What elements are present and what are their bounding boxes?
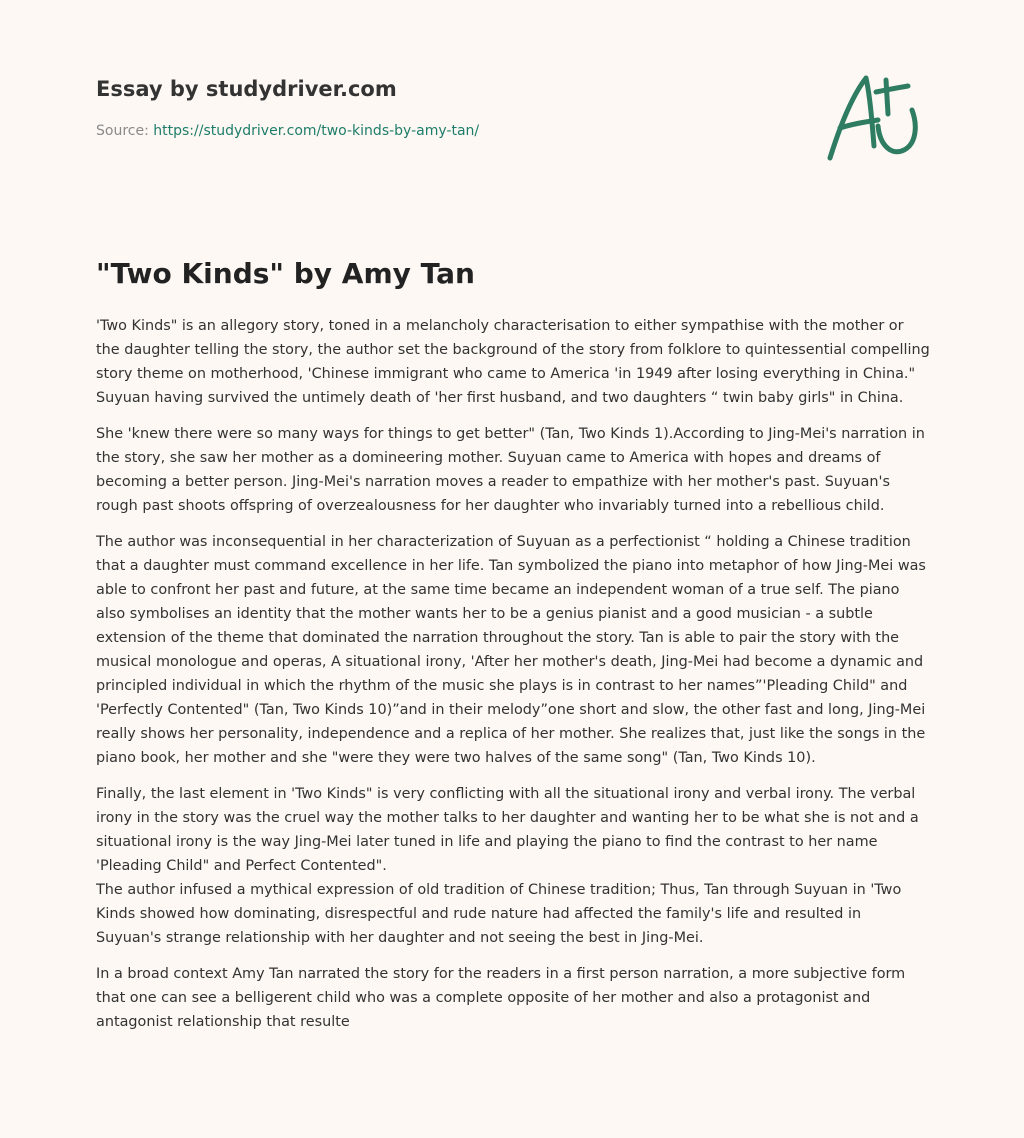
source-label: Source: <box>96 123 154 139</box>
essay-body <box>96 314 930 1046</box>
paragraph: In a broad context Amy Tan narrated the story for the readers in a first person narration, a more subjective form that one can see a belligerent child who was a complete opposite of her mother and also a protagonist and antagonist relationship that resulte <box>96 966 906 1030</box>
essay-header <box>96 74 796 141</box>
source-link[interactable]: https://studydriver.com/two-kinds-by-amy-tan/ <box>153 123 480 139</box>
a-plus-logo-icon <box>820 66 930 166</box>
paragraph: The author was inconsequential in her characterization of Suyuan as a perfectionist “ holding a Chinese tradition that a daughter must command excellence in her life. Tan symbolized the piano into metaphor of how Jing-Mei was able to confront her past and future, at the same time became an independent woman of a true self. The piano also symbolises an identity that the mother wants her to be a genius pianist and a good musician - a subtle extension of the theme that dominated the narration throughout the story. Tan is able to pair the story with the musical monologue and operas, A situational irony, 'After her mother's death, Jing-Mei had become a dynamic and principled individual in which the rhythm of the music she plays is in contrast to her names”'Pleading Child" and 'Perfectly Contented" (Tan, Two Kinds 10)”and in their melody”one short and slow, the other fast and long, Jing-Mei really shows her personality, independence and a replica of her mother. She realizes that, just like the songs in the piano book, her mother and she "were they were two halves of the same song" (Tan, Two Kinds 10). <box>96 534 926 766</box>
paragraph: 'Two Kinds" is an allegory story, toned in a melancholy characterisation to either sympathise with the mother or the daughter telling the story, the author set the background of the story from folklore to quintessential compelling story theme on motherhood, 'Chinese immigrant who came to America 'in 1949 after losing everything in China." Suyuan having survived the untimely death of 'her first husband, and two daughters “ twin baby girls" in China. <box>96 318 930 406</box>
essay-title: "Two Kinds" by Amy Tan <box>96 257 475 290</box>
source-line <box>96 121 796 141</box>
site-title: Essay by studydriver.com <box>96 77 397 101</box>
paragraph: The author infused a mythical expression of old tradition of Chinese tradition; Thus, Tan through Suyuan in 'Two Kinds showed how dominating, disrespectful and rude nature had affected the family's life and resulted in Suyuan's strange relationship with her daughter and not seeing the best in Jing-Mei. <box>96 882 902 946</box>
paragraph: She 'knew there were so many ways for things to get better" (Tan, Two Kinds 1).According to Jing-Mei's narration in the story, she saw her mother as a domineering mother. Suyuan came to America with hopes and dreams of becoming a better person. Jing-Mei's narration moves a reader to empathize with her mother's past. Suyuan's rough past shoots offspring of overzealousness for her daughter who invariably turned into a rebellious child. <box>96 426 925 514</box>
paragraph: Finally, the last element in 'Two Kinds" is very conflicting with all the situational irony and verbal irony. The verbal irony in the story was the cruel way the mother talks to her daughter and wanting her to be what she is not and a situational irony is the way Jing-Mei later tuned in life and playing the piano to find the contrast to her name 'Pleading Child" and Perfect Contented". <box>96 786 919 874</box>
